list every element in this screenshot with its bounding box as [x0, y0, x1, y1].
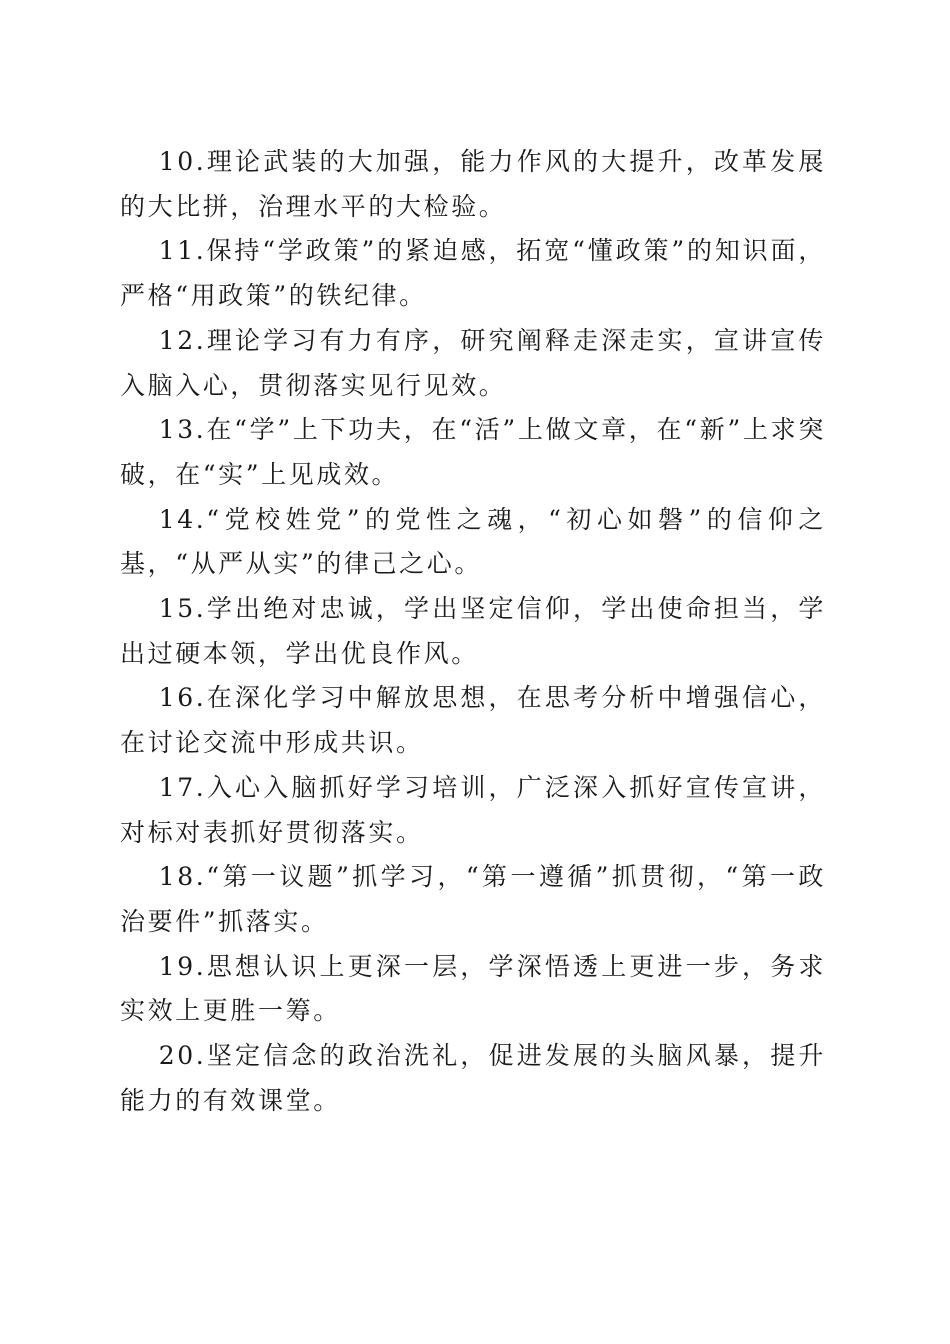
list-item: 15.学出绝对忠诚，学出坚定信仰，学出使命担当，学出过硬本领，学出优良作风。 [120, 594, 826, 668]
list-item: 19.思想认识上更深一层，学深悟透上更进一步，务求实效上更胜一筹。 [120, 951, 826, 1026]
list-item: 17.入心入脑抓好学习培训，广泛深入抓好宣传宣讲，对标对表抓好贯彻落实。 [120, 772, 826, 847]
list-item: 13.在“学”上下功夫，在“活”上做文章，在“新”上求突破，在“实”上见成效。 [120, 415, 826, 489]
list-item: 20.坚定信念的政治洗礼，促进发展的头脑风暴，提升能力的有效课堂。 [120, 1041, 826, 1115]
list-item: 12.理论学习有力有序，研究阐释走深走实，宣讲宣传入脑入心，贯彻落实见行见效。 [120, 325, 826, 400]
list-item: 18.“第一议题”抓学习，“第一遵循”抓贯彻，“第一政治要件”抓落实。 [120, 862, 826, 936]
document-body [120, 140, 826, 1123]
list-item: 11.保持“学政策”的紧迫感，拓宽“懂政策”的知识面，严格“用政策”的铁纪律。 [120, 236, 826, 311]
list-item: 16.在深化学习中解放思想，在思考分析中增强信心，在讨论交流中形成共识。 [120, 683, 826, 758]
list-item: 10.理论武装的大加强，能力作风的大提升，改革发展的大比拼，治理水平的大检验。 [120, 147, 826, 221]
list-item: 14.“党校姓党”的党性之魂，“初心如磐”的信仰之基，“从严从实”的律己之心。 [120, 504, 826, 579]
